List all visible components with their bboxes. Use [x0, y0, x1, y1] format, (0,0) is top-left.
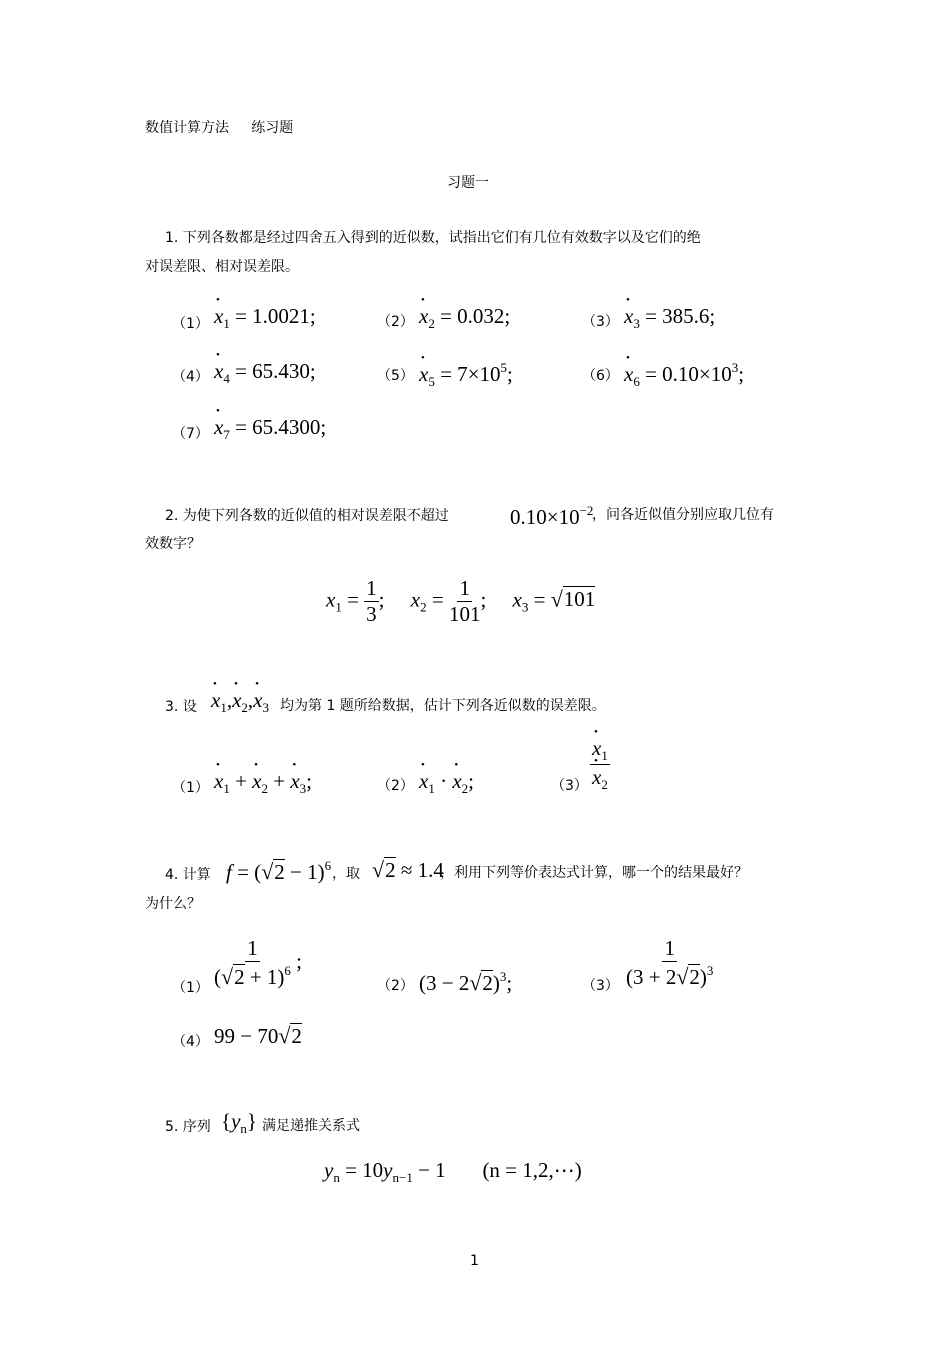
q3-formula-1: • $x_1$ + • $x_2$ + • $x_3$;: [214, 771, 312, 795]
q1-formula-4: • $x_4 = 65.430$;: [214, 361, 316, 385]
q1-formula-6: • $x_6 = 0.10\times 10^3$;: [624, 361, 744, 388]
q2-fraction-2: $\frac{1}{101}$: [448, 576, 481, 626]
q1-formula-3: • $x_3 = 385.6$;: [624, 306, 715, 330]
q1-label-6: （6）: [582, 368, 619, 384]
q4-text-before: 4. 计算: [165, 867, 211, 883]
q4-label-3: （3）: [582, 978, 619, 994]
q4-label-1: （1）: [172, 980, 209, 996]
q4-label-2: （2）: [377, 978, 414, 994]
q1-formula-7: • $x_7 = 65.4300$;: [214, 417, 326, 441]
q1-formula-1: • $x_1 = 1.0021$;: [214, 306, 316, 330]
page-number: 1: [470, 1253, 479, 1269]
q2-text-after: ，问各近似值分别应取几位有: [592, 507, 774, 523]
course-title: 数值计算方法 练习题: [145, 120, 294, 136]
q3-label-3: （3）: [551, 778, 588, 794]
q1-formula-5: • $x_5 = 7\times 10^5$;: [419, 361, 513, 388]
q4-function: $f = (√2 - 1)^6$: [226, 858, 332, 884]
q1-label-7: （7）: [172, 426, 209, 442]
q3-text-after: 均为第 1 题所给数据，估计下列各近似数的误差限。: [280, 698, 606, 714]
q1-text-line1: 1. 下列各数都是经过四舍五入得到的近似数，试指出它们有几位有效数字以及它们的绝: [165, 230, 701, 246]
q4-label-4: （4）: [172, 1034, 209, 1050]
q4-formula-2: $(3 - 2√2)^3$;: [419, 969, 513, 995]
q1-label-4: （4）: [172, 369, 209, 385]
q3-label-2: （2）: [377, 778, 414, 794]
chapter-title: 习题一: [447, 175, 489, 191]
q3-label-1: （1）: [172, 780, 209, 796]
q5-recurrence: $y_n = 10y_{n-1} - 1$ (n = 1,2,⋯): [324, 1158, 582, 1185]
q1-label-1: （1）: [172, 316, 209, 332]
q3-formula-2: • $x_1$ · • $x_2$;: [419, 771, 474, 795]
q3-text-before: 3. 设: [165, 699, 197, 715]
q2-text-line2: 效数字？: [145, 536, 201, 552]
q1-label-5: （5）: [377, 368, 414, 384]
q2-formula: $x_1$ = $\frac{1}{3}$ ; $x_2$ = $\frac{1}{101}$ ; $x_3 = √101$: [326, 576, 596, 626]
q2-bound: $0.10\times 10^{-2}$: [510, 503, 594, 529]
q5-text-before: 5. 序列: [165, 1119, 211, 1135]
q1-formula-2: • $x_2 = 0.032$;: [419, 306, 510, 330]
q5-sequence: $\{y_n\}$: [221, 1109, 258, 1136]
q5-text-after: 满足递推关系式: [262, 1118, 360, 1134]
q1-label-2: （2）: [377, 314, 414, 330]
q4-formula-4: 99 − 70√2: [214, 1023, 302, 1048]
q1-label-3: （3）: [582, 314, 619, 330]
q4-text-after: ，利用下列等价表达式计算，哪一个的结果最好？: [440, 865, 748, 881]
q3-variables: • $x_1,•$ $x_2,•$ $x_3$: [211, 690, 269, 714]
q4-text-line2: 为什么？: [145, 896, 201, 912]
q3-formula-3: • $x_1$ • $x_2$: [590, 738, 610, 791]
q2-fraction-1: $\frac{1}{3}$: [366, 576, 377, 626]
q4-approx: √2 ≈ 1.4: [372, 857, 444, 882]
q2-text-before: 2. 为使下列各数的近似值的相对误差限不超过: [165, 508, 449, 524]
q4-text-mid: ，取: [332, 866, 360, 882]
q4-formula-3: $\frac{1}{(3 + 2√2)^3}$: [626, 936, 714, 989]
q1-text-line2: 对误差限、相对误差限。: [145, 259, 299, 275]
q4-formula-1: $\frac{1}{(√2 + 1)^6}$ ;: [214, 936, 303, 989]
